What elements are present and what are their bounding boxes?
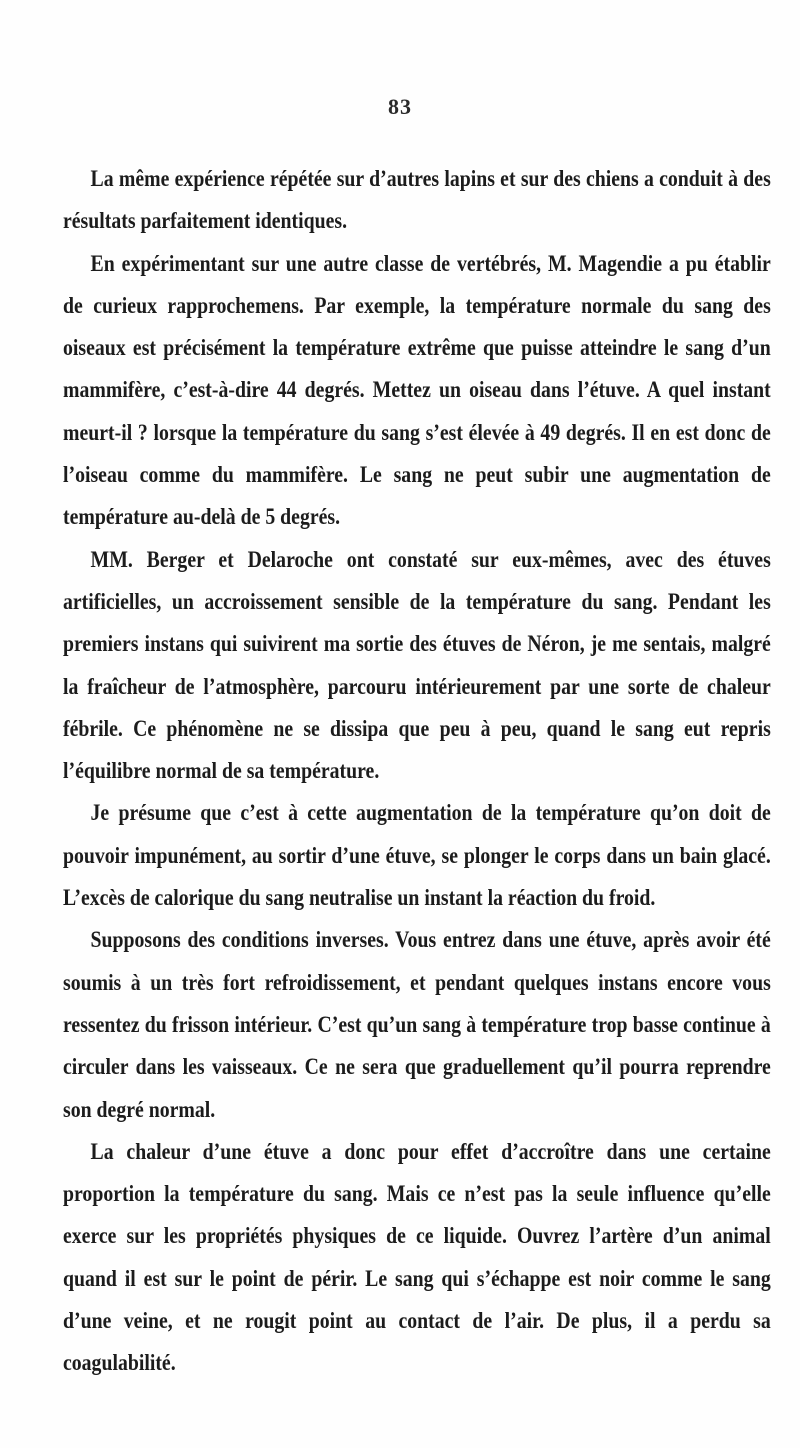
- paragraph-1: La même expérience répétée sur d’autres lapins et sur des chiens a conduit à des résultats parfaitement identiques.: [63, 166, 771, 234]
- paragraph-3: MM. Berger et Delaroche ont constaté sur eux-mêmes, avec des étuves artificielles, un accroissement sensible de la température du sang. Pendant les premiers instans qui suivirent ma sortie des étuves de Néron, je me sentais, malgré la fraîcheur de l’atmosphère, parcouru intérieurement par une sorte de chaleur fébrile. Ce phénomène ne se dissipa que peu à peu, quand le sang eut repris l’équilibre normal de sa température.: [63, 546, 771, 784]
- paragraph-6: La chaleur d’une étuve a donc pour effet d’accroître dans une certaine proportion la température du sang. Mais ce n’est pas la seule influence qu’elle exerce sur les propriétés physiques de ce liquide. Ouvrez l’artère d’un animal quand il est sur le point de périr. Le sang qui s’échappe est noir comme le sang d’une veine, et ne rougit point au contact de l’air. De plus, il a perdu sa coagulabilité.: [63, 1138, 771, 1376]
- body-text: [63, 158, 771, 1385]
- paragraph-2: En expérimentant sur une autre classe de vertébrés, M. Magendie a pu établir de curieux rapprochemens. Par exemple, la température normale du sang des oiseaux est précisément la température extrême que puisse atteindre le sang d’un mammifère, c’est-à-dire 44 degrés. Mettez un oiseau dans l’étuve. A quel instant meurt-il ? lorsque la température du sang s’est élevée à 49 degrés. Il en est donc de l’oiseau comme du mammifère. Le sang ne peut subir une augmentation de température au-delà de 5 degrés.: [63, 250, 771, 530]
- page-number: 83: [388, 94, 412, 119]
- paragraph-4: Je présume que c’est à cette augmentation de la température qu’on doit de pouvoir impunément, au sortir d’une étuve, se plonger le corps dans un bain glacé. L’excès de calorique du sang neutralise un instant la réaction du froid.: [63, 800, 771, 911]
- paragraph-5: Supposons des conditions inverses. Vous entrez dans une étuve, après avoir été soumis à un très fort refroidissement, et pendant quelques instans encore vous ressentez du frisson intérieur. C’est qu’un sang à température trop basse continue à circuler dans les vaisseaux. Ce ne sera que graduellement qu’il pourra reprendre son degré normal.: [63, 927, 771, 1122]
